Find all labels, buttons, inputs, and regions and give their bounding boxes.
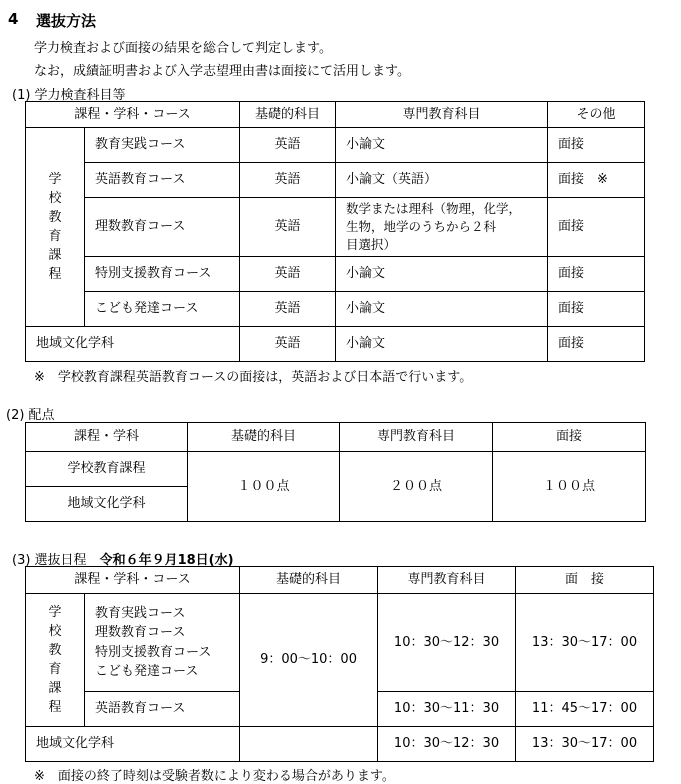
special-points: ２００点: [340, 452, 493, 522]
basic-points: １００点: [188, 452, 340, 522]
dept-name: 地域文化学科: [26, 327, 240, 362]
subsection-2-title: (2) 配点: [6, 408, 55, 423]
header-course: 課程・学科: [26, 423, 188, 452]
other-subject: 面接: [548, 198, 645, 257]
header-basic: 基礎的科目: [240, 567, 378, 594]
basic-time: 9：00〜10：00: [240, 594, 378, 727]
special-subject: 小論文: [336, 128, 548, 163]
subsection-1-title: (1) 学力検査科目等: [12, 88, 126, 103]
subsection-3-title: (3) 選抜日程 令和６年９月18日(水): [12, 553, 234, 568]
header-special: 専門教育科目: [336, 102, 548, 128]
schedule-table: [25, 566, 654, 762]
header-special: 専門教育科目: [378, 567, 516, 594]
course-name: こども発達コース: [85, 292, 240, 327]
course-name: 教育実践コース: [85, 128, 240, 163]
special-time: 10：30〜12：30: [378, 594, 516, 692]
header-course: 課程・学科・コース: [26, 567, 240, 594]
interview-time: 13：30〜17：00: [516, 727, 654, 762]
interview-points: １００点: [493, 452, 646, 522]
basic-subject: 英語: [240, 198, 336, 257]
intro-line-2: なお，成績証明書および入学志望理由書は面接にて活用します。: [34, 64, 410, 79]
section-title: 選抜方法: [36, 12, 97, 30]
special-time: 10：30〜11：30: [378, 692, 516, 727]
row-regional-culture: 地域文化学科: [26, 487, 188, 522]
interview-time: 11：45〜17：00: [516, 692, 654, 727]
basic-subject: 英語: [240, 292, 336, 327]
other-subject: 面接 ※: [548, 163, 645, 198]
score-allocation-table: [25, 422, 646, 522]
header-course: 課程・学科・コース: [26, 102, 240, 128]
dept-name: 地域文化学科: [26, 727, 240, 762]
header-interview: 面 接: [516, 567, 654, 594]
section-number: 4: [8, 10, 19, 28]
subsection-3-note: ※ 面接の終了時刻は受験者数により変わる場合があります。: [34, 769, 395, 784]
special-subject: 小論文: [336, 257, 548, 292]
course-name: 英語教育コース: [85, 692, 240, 727]
header-interview: 面接: [493, 423, 646, 452]
header-basic: 基礎的科目: [240, 102, 336, 128]
subsection-1-note: ※ 学校教育課程英語教育コースの面接は，英語および日本語で行います。: [34, 370, 473, 385]
basic-subject: 英語: [240, 128, 336, 163]
course-name: 特別支援教育コース: [85, 257, 240, 292]
special-subject-multiline: 数学または理科（物理，化学， 生物，地学のうちから２科 目選択）: [336, 198, 548, 257]
course-name: 理数教育コース: [85, 198, 240, 257]
exam-subjects-table: [25, 101, 645, 362]
interview-time: 13：30〜17：00: [516, 594, 654, 692]
header-basic: 基礎的科目: [188, 423, 340, 452]
special-time: 10：30〜12：30: [378, 727, 516, 762]
group-label-school-education: 学 校 教 育 課 程: [26, 128, 85, 327]
intro-line-1: 学力検査および面接の結果を総合して判定します。: [34, 41, 332, 56]
course-name: 英語教育コース: [85, 163, 240, 198]
course-group-list: 教育実践コース 理数教育コース 特別支援教育コース こども発達コース: [85, 594, 240, 692]
basic-subject: 英語: [240, 327, 336, 362]
other-subject: 面接: [548, 292, 645, 327]
other-subject: 面接: [548, 128, 645, 163]
other-subject: 面接: [548, 257, 645, 292]
header-other: その他: [548, 102, 645, 128]
other-subject: 面接: [548, 327, 645, 362]
basic-subject: 英語: [240, 257, 336, 292]
exam-date: 令和６年９月18日(水): [99, 553, 234, 568]
special-subject: 小論文: [336, 292, 548, 327]
group-label-school-education: 学 校 教 育 課 程: [26, 594, 85, 727]
basic-time-empty: [240, 727, 378, 762]
basic-subject: 英語: [240, 163, 336, 198]
special-subject: 小論文: [336, 327, 548, 362]
header-special: 専門教育科目: [340, 423, 493, 452]
row-school-education: 学校教育課程: [26, 452, 188, 487]
special-subject: 小論文（英語）: [336, 163, 548, 198]
